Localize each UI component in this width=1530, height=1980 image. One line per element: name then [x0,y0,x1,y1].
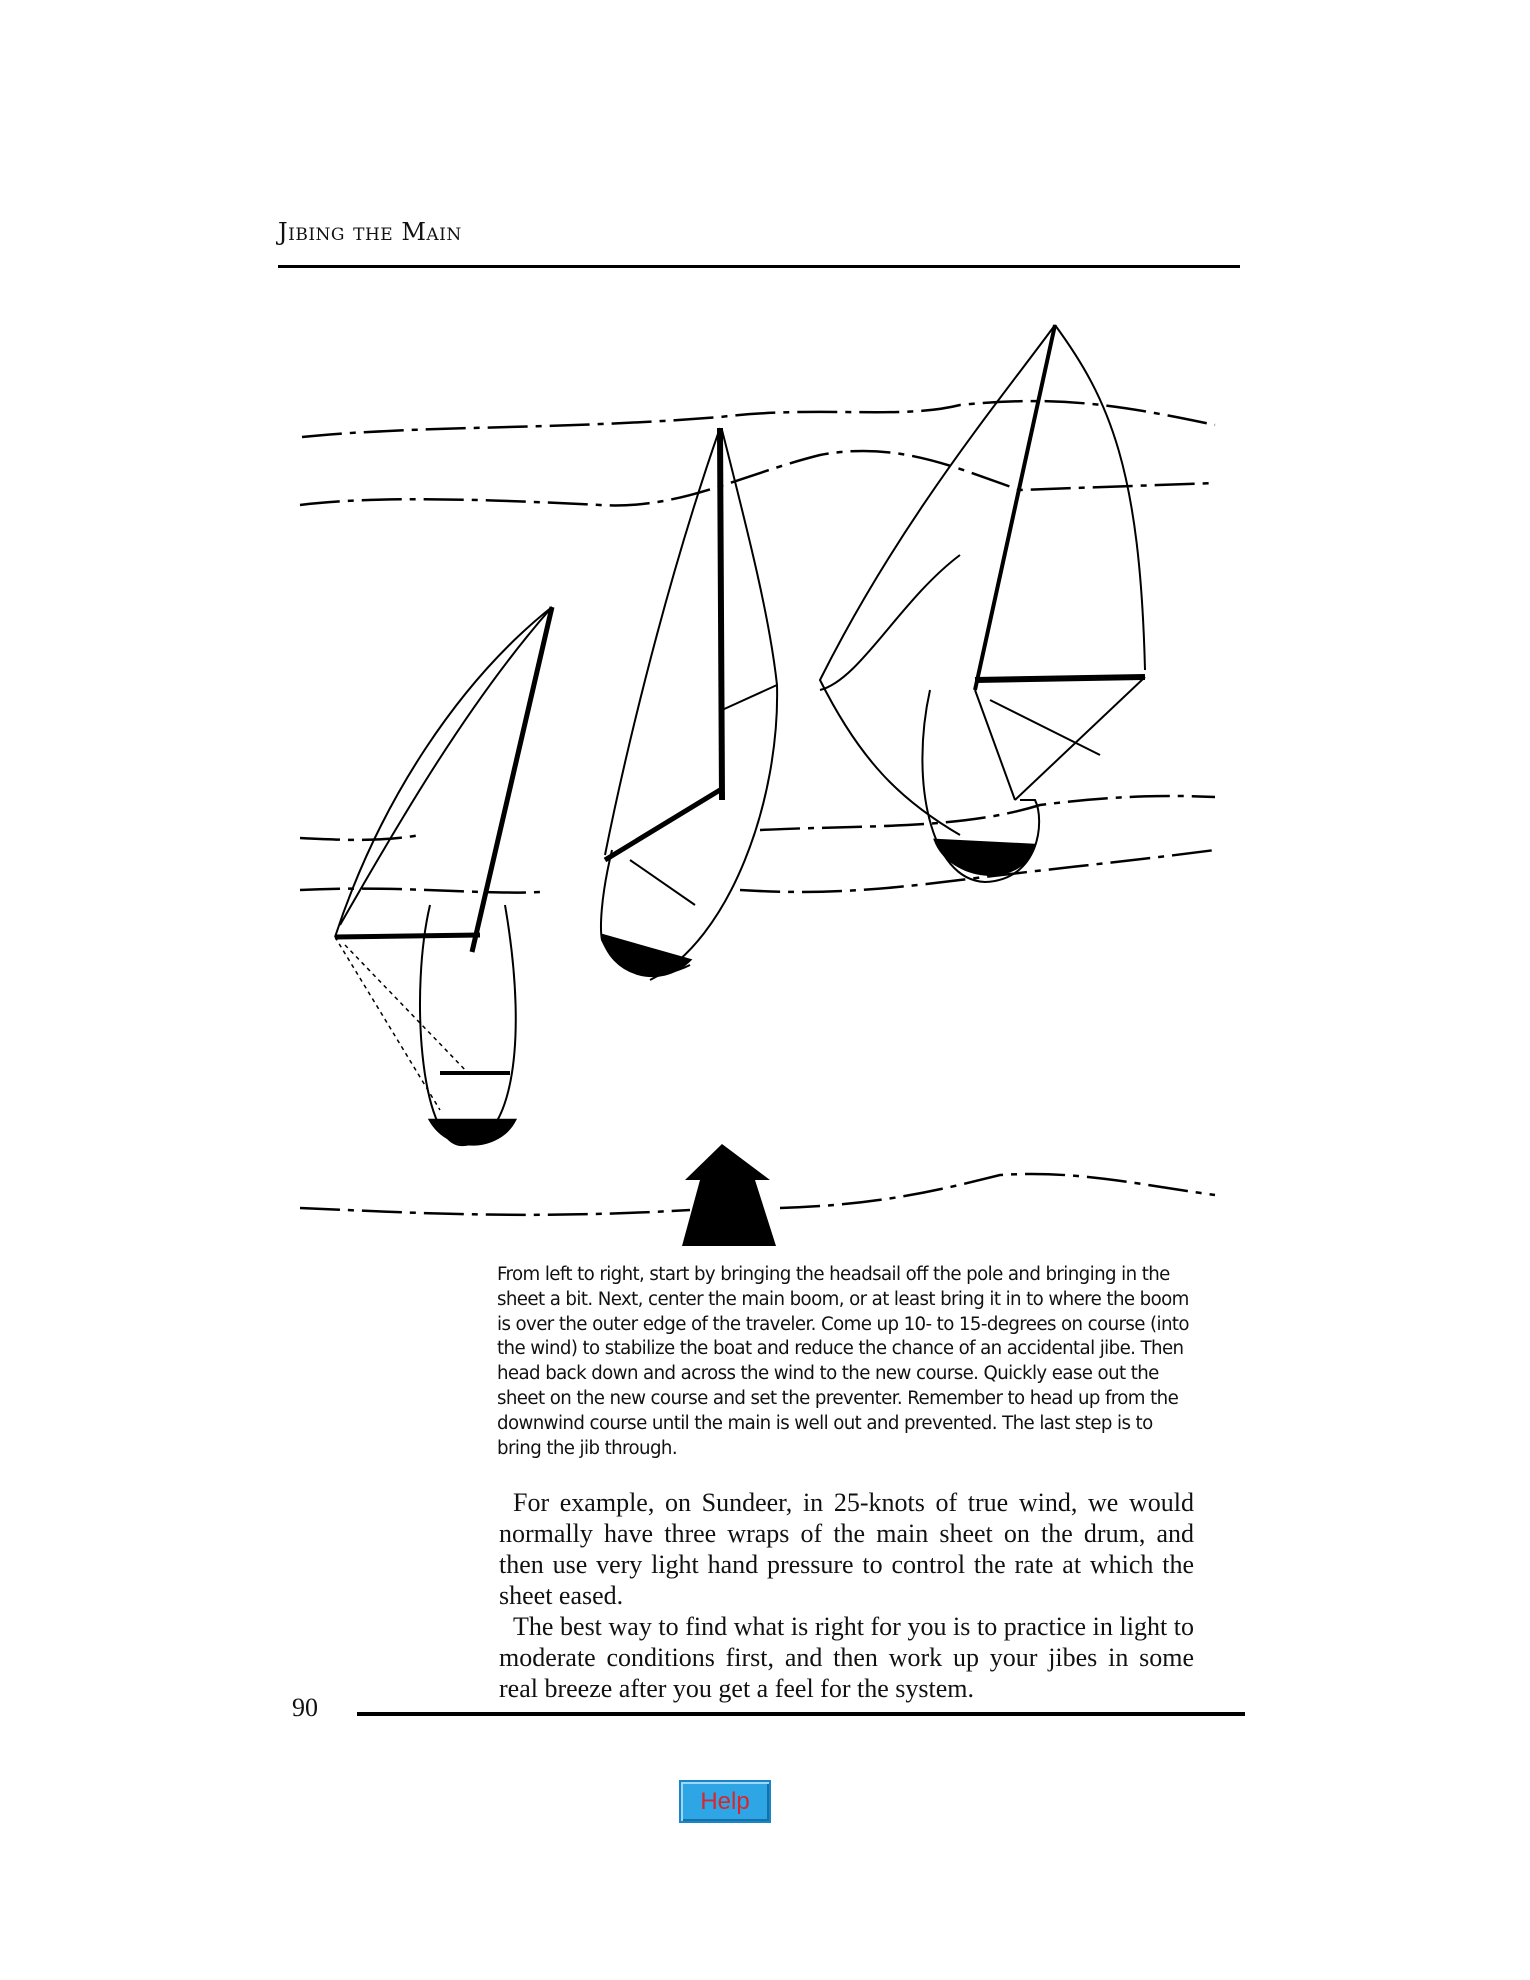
body-paragraph: The best way to find what is right for you is to practice in light to moderate conditions first, and then work up your jibes in some real breeze after you get a feel for the system. [499,1612,1194,1703]
body-paragraph: For example, on Sundeer, in 25-knots of true wind, we would normally have three wraps of the main sheet on the drum, and then use very light hand pressure to control the rate at which the sheet eased. [499,1488,1194,1610]
chapter-header: Jibing the Main [278,218,462,246]
body-text [499,1487,1194,1704]
footer-rule [357,1712,1245,1716]
page-number: 90 [292,1693,318,1722]
sailboat-left [335,607,552,1145]
help-button[interactable]: Help [679,1780,771,1823]
figure-caption: From left to right, start by bringing the headsail off the pole and bringing in the sheet a bit. Next, center the main boom, or at least bring it in to where the boom is over the outer edge of the traveler. Come up 10- to 15-degrees on course (into the wind) to stabilize the boat and reduce the chance of an accidental jibe. Then head back down and across the wind to the new course. Quickly ease out the sheet on the new course and set the preventer. Remember to head up from the downwind course until the main is well out and prevented. The last step is to bring the jib through. [497,1264,1189,1459]
header-rule [278,265,1240,268]
sailboat-jibing-illustration [0,300,1530,1260]
wind-direction-arrow [682,1144,776,1246]
sailboat-middle [601,428,777,980]
waves [300,401,1215,1215]
